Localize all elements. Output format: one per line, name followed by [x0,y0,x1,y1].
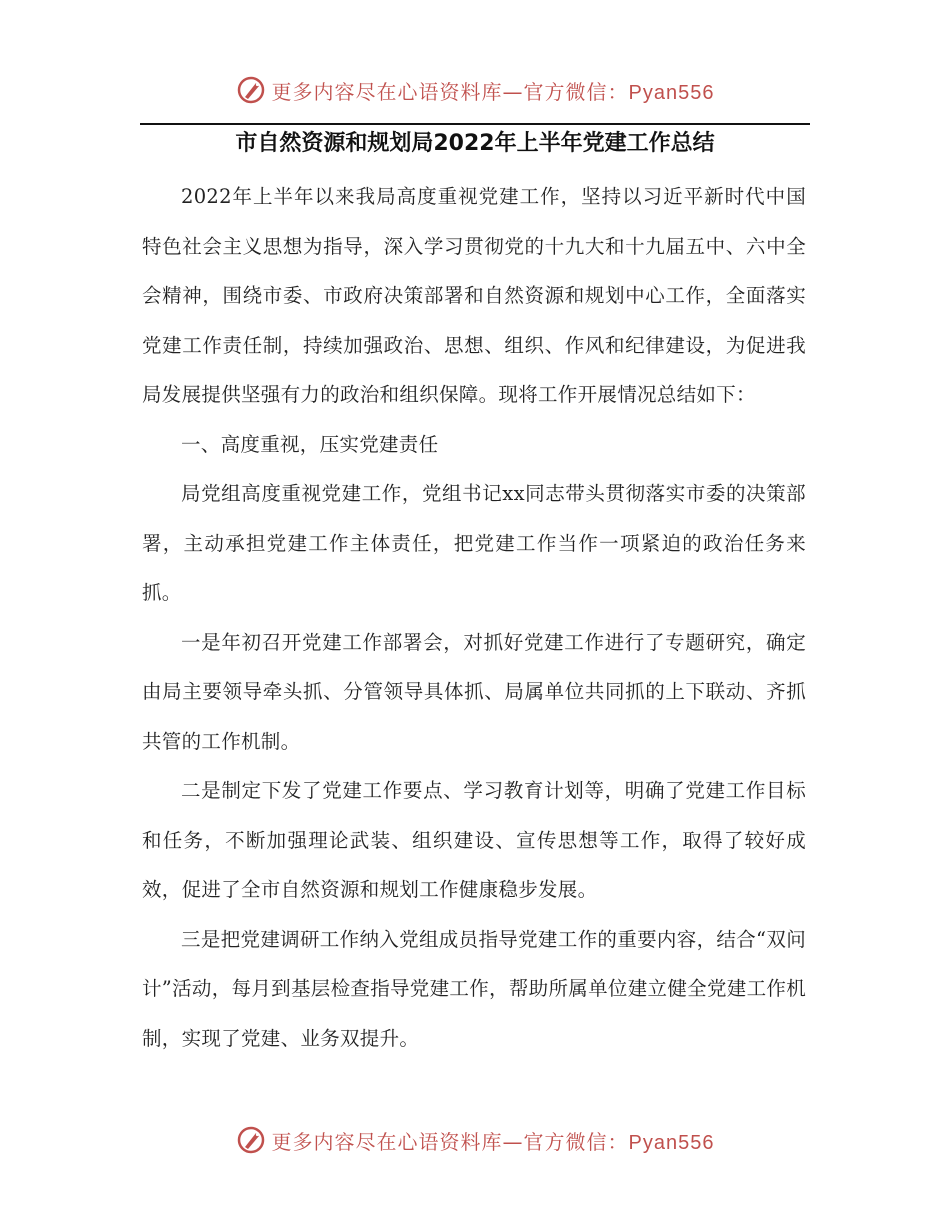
document-body [142,172,806,1063]
paragraph-item-2: 二是制定下发了党建工作要点、学习教育计划等，明确了党建工作目标和任务，不断加强理论武装、组织建设、宣传思想等工作，取得了较好成效，促进了全市自然资源和规划工作健康稳步发展。 [142,779,806,901]
paragraph-item-1: 一是年初召开党建工作部署会，对抓好党建工作进行了专题研究，确定由局主要领导牵头抓、分管领导具体抓、局属单位共同抓的上下联动、齐抓共管的工作机制。 [142,630,806,753]
header-watermark-banner [0,70,950,110]
pen-nib-logo-icon [236,75,266,105]
paragraph-item-3: 三是把党建调研工作纳入党组成员指导党建工作的重要内容，结合“双问计”活动，每月到基层检查指导党建工作，帮助所属单位建立健全党建工作机制，实现了党建、业务双提升。 [142,927,806,1050]
pen-nib-logo-icon [236,1125,266,1155]
section-heading-1: 一、高度重视，压实党建责任 [181,432,439,456]
paragraph-section1-lead: 局党组高度重视党建工作，党组书记xx同志带头贯彻落实市委的决策部署，主动承担党建工作主体责任，把党建工作当作一项紧迫的政治任务来抓。 [142,482,806,604]
paragraph-intro: 2022年上半年以来我局高度重视党建工作，坚持以习近平新时代中国特色社会主义思想为指导，深入学习贯彻党的十九大和十九届五中、六中全会精神，围绕市委、市政府决策部署和自然资源和规划中心工作，全面落实党建工作责任制，持续加强政治、思想、组织、作风和纪律建设，为促进我局发展提供坚强有力的政治和组织保障。现将工作开展情况总结如下： [142,185,806,406]
banner-account: Pyan556 [628,81,715,104]
banner-text: 更多内容尽在心语资料库—官方微信：Pyan556 [271,79,715,104]
header-rule [140,123,810,125]
banner-account: Pyan556 [628,1131,715,1154]
footer-watermark-banner [0,1120,950,1160]
document-title: 市自然资源和规划局2022年上半年党建工作总结 [235,131,715,156]
banner-text: 更多内容尽在心语资料库—官方微信：Pyan556 [271,1129,715,1154]
